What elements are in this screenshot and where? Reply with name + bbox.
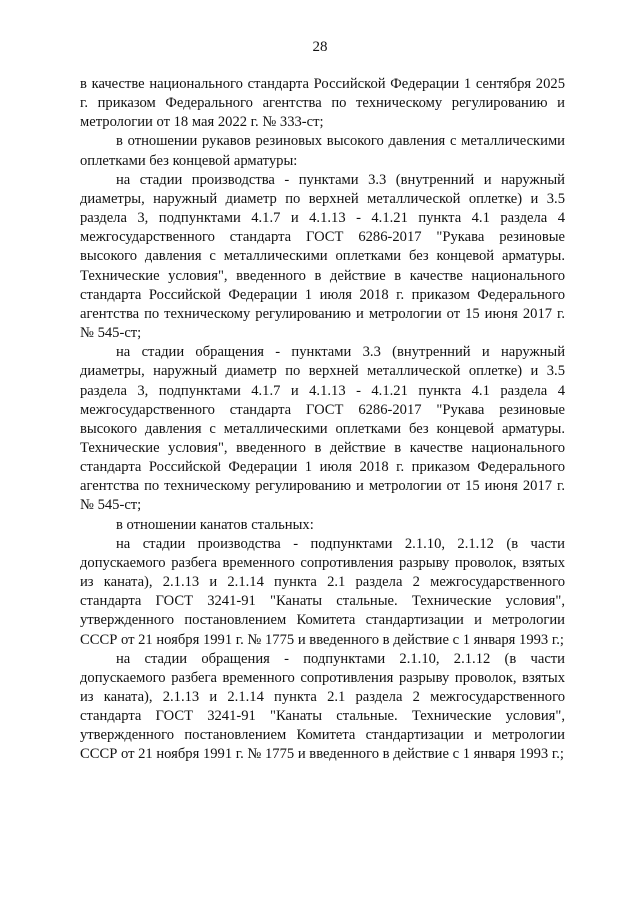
paragraph: в отношении рукавов резиновых высокого давления с металлическими оплетками без концевой арматуры: (80, 133, 565, 169)
paragraph: на стадии производства - подпунктами 2.1.10, 2.1.12 (в части допускаемого разбега временного сопротивления разрыву проволок, взятых из каната), 2.1.13 и 2.1.14 пункта 2.1 раздела 2 межгосударственного стандарта ГОСТ 3241-91 "Канаты стальные. Технические условия", утвержденного постановлением Комитета стандартизации и метрологии СССР от 21 ноября 1991 г. № 1775 и введенного в действие с 1 января 1993 г.; (80, 535, 565, 648)
page-number: 28 (312, 39, 328, 55)
document-body (80, 75, 565, 765)
paragraph: на стадии производства - пунктами 3.3 (внутренний и наружный диаметры, наружный диаметр по верхней металлической оплетке) и 3.5 раздела 3, подпунктами 4.1.7 и 4.1.13 - 4.1.21 пункта 4.1 раздела 4 межгосударственного стандарта ГОСТ 6286-2017 "Рукава резиновые высокого давления с металлическими оплетками без концевой арматуры. Технические условия", введенного в действие в качестве национального стандарта Российской Федерации 1 июля 2018 г. приказом Федерального агентства по техническому регулированию и метрологии от 15 июня 2017 г. № 545-ст; (80, 171, 565, 342)
paragraph: в качестве национального стандарта Российской Федерации 1 сентября 2025 г. приказом Федерального агентства по техническому регулированию и метрологии от 18 мая 2022 г. № 333-ст; (80, 76, 565, 131)
paragraph: на стадии обращения - подпунктами 2.1.10, 2.1.12 (в части допускаемого разбега временного сопротивления разрыву проволок, взятых из каната), 2.1.13 и 2.1.14 пункта 2.1 раздела 2 межгосударственного стандарта ГОСТ 3241-91 "Канаты стальные. Технические условия", утвержденного постановлением Комитета стандартизации и метрологии СССР от 21 ноября 1991 г. № 1775 и введенного в действие с 1 января 1993 г.; (80, 650, 565, 763)
paragraph: на стадии обращения - пунктами 3.3 (внутренний и наружный диаметры, наружный диаметр по верхней металлической оплетке) и 3.5 раздела 3, подпунктами 4.1.7 и 4.1.13 - 4.1.21 пункта 4.1 раздела 4 межгосударственного стандарта ГОСТ 6286-2017 "Рукава резиновые высокого давления с металлическими оплетками без концевой арматуры. Технические условия", введенного в действие в качестве национального стандарта Российской Федерации 1 июля 2018 г. приказом Федерального агентства по техническому регулированию и метрологии от 15 июня 2017 г. № 545-ст; (80, 344, 565, 514)
paragraph: в отношении канатов стальных: (116, 516, 314, 533)
